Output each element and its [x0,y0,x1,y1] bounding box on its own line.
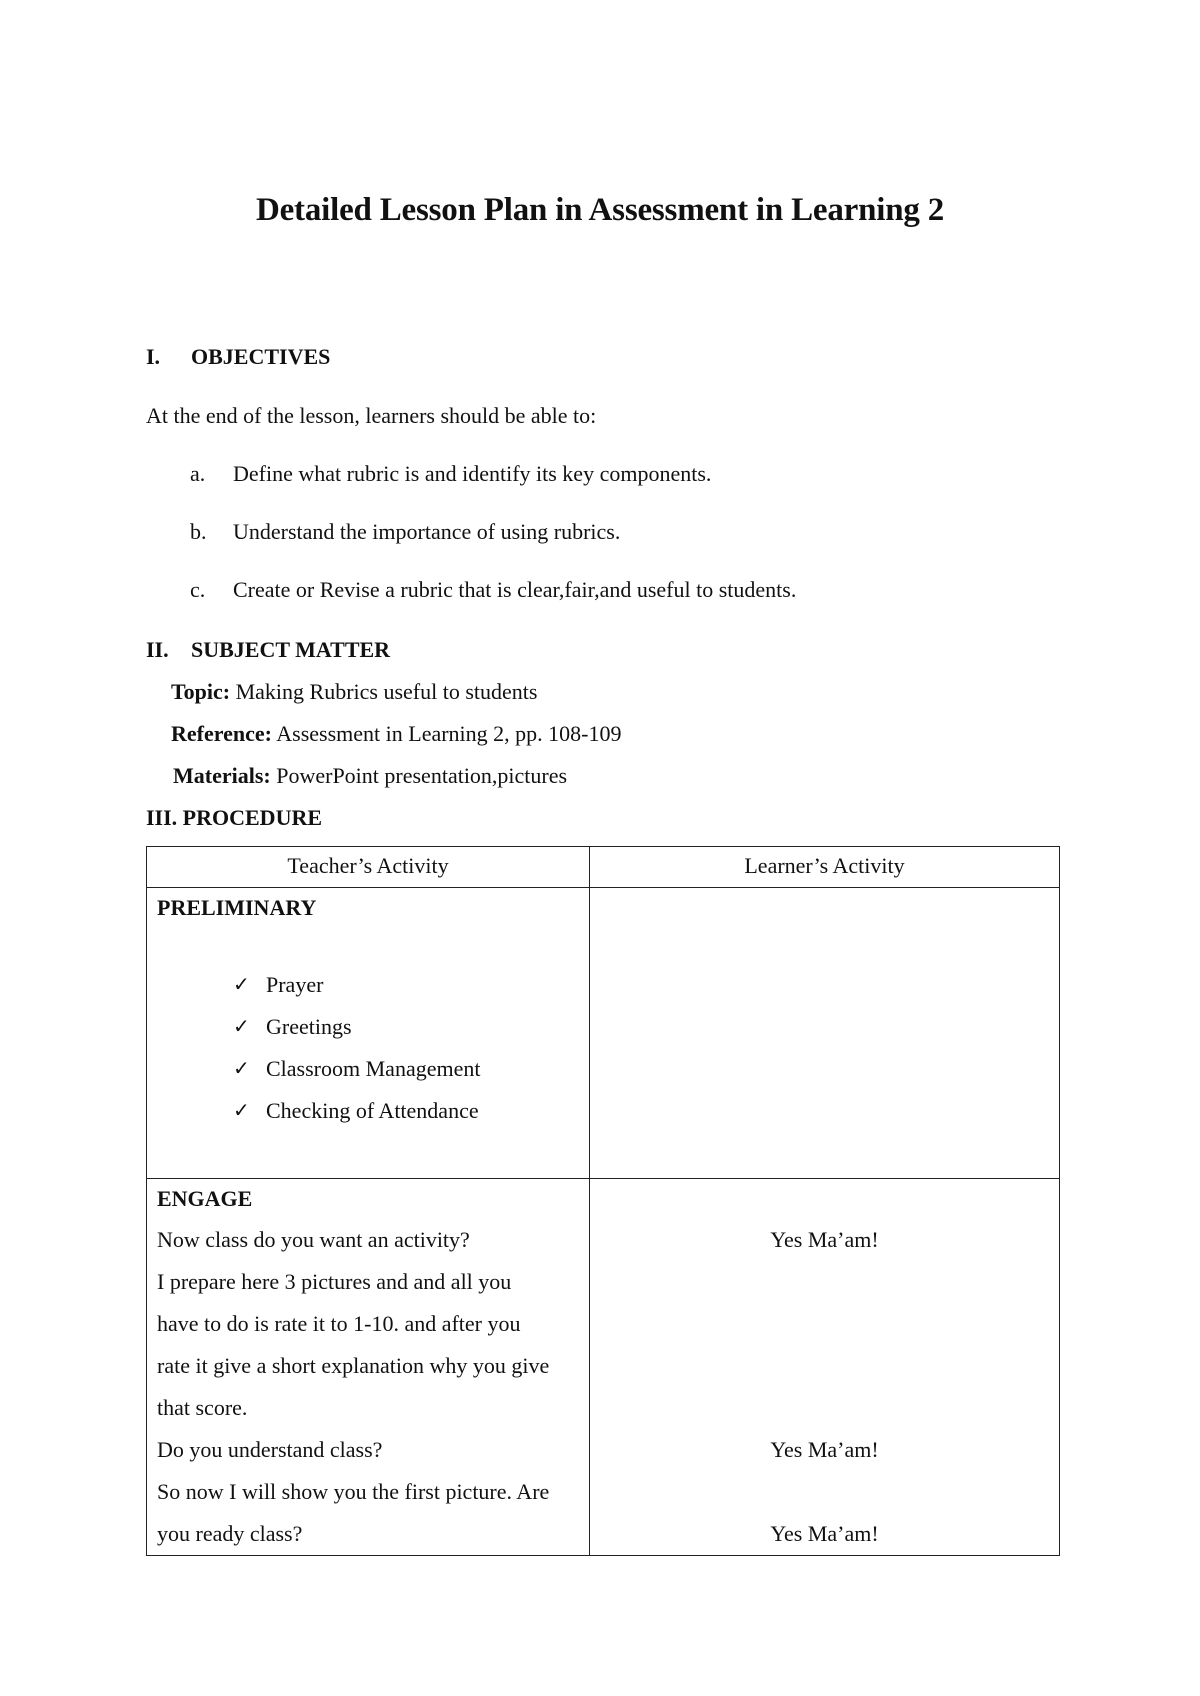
subject-matter-heading [146,637,390,663]
topic-value: Making Rubrics useful to students [235,679,538,704]
checkmark-icon: ✓ [233,1058,250,1080]
learner-response: Yes Ma’am! [770,1521,879,1546]
topic-line [171,679,537,705]
checkmark-icon: ✓ [233,1016,250,1038]
reference-line [171,721,622,747]
objective-letter: c. [190,577,206,602]
objective-text: Create or Revise a rubric that is clear,fair,and useful to students. [233,577,797,602]
topic-label: Topic: [171,679,231,704]
teacher-activity-header: Teacher’s Activity [147,847,590,888]
checkmark-icon: ✓ [233,974,250,996]
checklist-item: ✓ Prayer [233,964,579,1006]
preliminary-label: PRELIMINARY [157,895,317,920]
engage-teacher-cell [147,1179,590,1556]
objectives-heading [146,344,330,370]
engage-line: Do you understand class? [157,1437,383,1462]
checkmark-icon: ✓ [233,1100,250,1122]
engage-learner-cell [590,1179,1060,1556]
document-title: Detailed Lesson Plan in Assessment in Learning 2 [255,192,945,228]
procedure-heading: III. PROCEDURE [146,805,323,830]
subject-matter-number: II. [146,637,169,662]
engage-line: Now class do you want an activity? [157,1227,470,1252]
checklist-item: ✓ Classroom Management [233,1048,579,1090]
reference-value: Assessment in Learning 2, pp. 108-109 [276,721,622,746]
materials-value: PowerPoint presentation,pictures [276,763,568,788]
procedure-table [146,846,1060,1556]
engage-line: you ready class? [157,1521,303,1546]
learner-activity-header: Learner’s Activity [590,847,1060,888]
subject-matter-heading-text: SUBJECT MATTER [191,637,391,662]
preliminary-row [147,888,1060,1179]
checklist-item: ✓ Greetings [233,1006,579,1048]
procedure-header-row [147,847,1060,888]
materials-line [173,763,567,789]
learner-response: Yes Ma’am! [770,1227,879,1252]
engage-line: So now I will show you the first picture. Are [157,1479,550,1504]
learner-response: Yes Ma’am! [770,1437,879,1462]
engage-line: that score. [157,1395,248,1420]
objectives-heading-text: OBJECTIVES [191,344,331,369]
engage-line: I prepare here 3 pictures and and all you [157,1269,512,1294]
preliminary-teacher-cell [147,888,590,1179]
objective-text: Understand the importance of using rubrics. [233,519,621,544]
engage-line: have to do is rate it to 1-10. and after you [157,1311,521,1336]
objective-letter: b. [190,519,207,544]
preliminary-learner-cell [590,888,1060,1179]
engage-line: rate it give a short explanation why you give [157,1353,550,1378]
engage-label: ENGAGE [157,1186,253,1211]
objectives-number: I. [146,344,161,369]
checklist-item: ✓ Checking of Attendance [233,1090,579,1132]
objective-letter: a. [190,461,206,486]
objective-text: Define what rubric is and identify its key components. [233,461,712,486]
materials-label: Materials: [173,763,271,788]
engage-row [147,1179,1060,1556]
reference-label: Reference: [171,721,272,746]
preliminary-checklist [157,964,579,1132]
objectives-intro: At the end of the lesson, learners should be able to: [146,403,597,428]
